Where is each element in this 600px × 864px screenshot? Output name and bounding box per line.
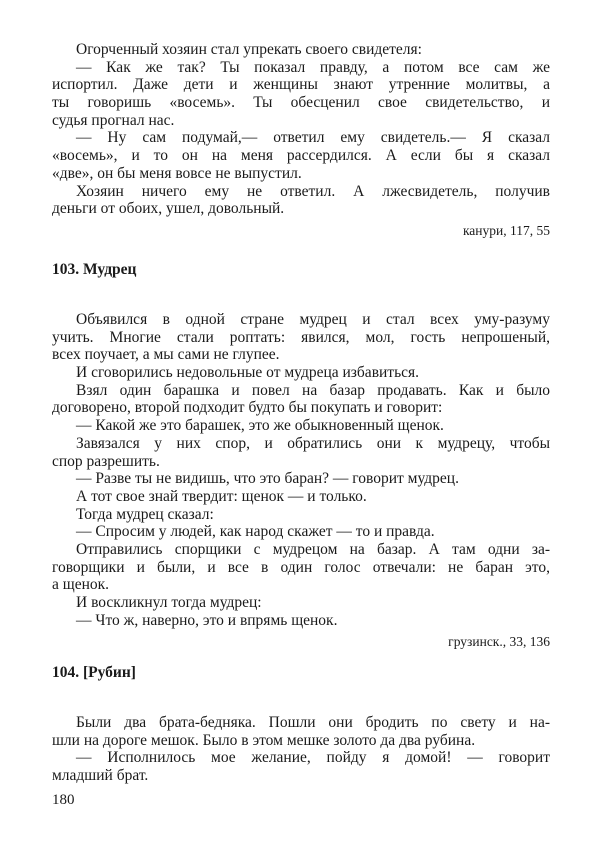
text-line: — Ну сам подумай,— ответил ему свидетель.— Я сказал	[76, 129, 550, 147]
text-line: говорщики и были, и все в один голос отвечали: не баран это,	[52, 558, 550, 576]
text-line: Завязался у них спор, и обратились они к мудрецу, чтобы	[76, 434, 550, 452]
text-line: судья прогнал нас.	[52, 111, 175, 129]
text-line: И воскликнул тогда мудрец:	[76, 594, 262, 611]
story-103	[52, 261, 550, 651]
paragraph	[52, 129, 550, 182]
text-line: Объявился в одной стране мудрец и стал всех уму-разуму	[76, 311, 550, 328]
story-104	[52, 664, 550, 785]
paragraph	[52, 183, 550, 218]
paragraph	[52, 417, 550, 435]
text-line: — Исполнилось мое желание, пойду я домой! — говорит	[76, 749, 550, 767]
text-line: деньги от обоих, ушел, довольный.	[52, 200, 285, 218]
story-heading: 104. [Рубин]	[52, 664, 136, 681]
page-number: 180	[52, 792, 75, 808]
text-line: «две», он бы меня вовсе не выпустил.	[52, 164, 302, 182]
text-line: Хозяин ничего ему не ответил. А лжесвидетель, получив	[76, 182, 550, 200]
text-line: — Что ж, наверно, это и впрямь щенок.	[76, 611, 338, 629]
paragraph	[52, 382, 550, 417]
paragraph	[52, 541, 550, 594]
text-line: учить. Многие стали роптать: явился, мол, гость непрошеный,	[52, 328, 550, 346]
text-line: А тот свое знай твердит: щенок — и только.	[76, 487, 367, 505]
paragraph	[52, 594, 550, 612]
text-line: — Как же так? Ты показал правду, а потом все сам же	[76, 58, 550, 76]
text-line: младший брат.	[52, 767, 149, 785]
text-line: Огорченный хозяин стал упрекать своего свидетеля:	[76, 41, 422, 58]
text-line: — Спросим у людей, как народ скажет — то и правда.	[76, 523, 435, 541]
paragraph	[52, 714, 550, 749]
text-line: Взял один барашка и повел на базар продавать. Как и было	[76, 381, 550, 399]
text-line: спор разрешить.	[52, 452, 160, 470]
paragraph	[52, 364, 550, 382]
story-heading: 103. Мудрец	[52, 261, 137, 278]
text-line: Тогда мудрец сказал:	[76, 505, 214, 523]
source-reference: канури, 117, 55	[462, 222, 550, 238]
paragraph	[52, 488, 550, 506]
text-line: шли на дороге мешок. Было в этом мешке золото да два рубина.	[52, 731, 476, 749]
text-line: — Разве ты не видишь, что это баран? — говорит мудрец.	[76, 470, 459, 488]
paragraph	[52, 470, 550, 488]
text-line: Отправились спорщики с мудрецом на базар. А там одни за-	[76, 540, 550, 558]
text-line: ты говоришь «восемь». Ты обесценил свое свидетельство, и	[52, 94, 550, 112]
text-line: «восемь», и то он на меня рассердился. А если бы я сказал	[52, 147, 550, 165]
paragraph	[52, 41, 550, 59]
paragraph	[52, 506, 550, 524]
text-line: Были два брата-бедняка. Пошли они бродить по свету и на-	[76, 714, 550, 731]
paragraph	[52, 749, 550, 784]
text-line: — Какой же это барашек, это же обыкновенный щенок.	[76, 417, 444, 435]
paragraph	[52, 435, 550, 470]
text-line: договорено, второй подходит будто бы покупать и говорит:	[52, 399, 443, 417]
paragraph	[52, 59, 550, 130]
text-line: испортил. Даже дети и женщины знают утренние молитвы, а	[52, 76, 550, 94]
text-line: И сговорились недовольные от мудреца избавиться.	[76, 364, 420, 382]
text-line: всех поучает, а мы сами не глупее.	[52, 346, 280, 364]
paragraph	[52, 612, 550, 630]
text-line: а щенок.	[52, 576, 110, 594]
story-continuation	[52, 41, 550, 240]
paragraph	[52, 311, 550, 364]
source-reference: грузинск., 33, 136	[448, 634, 550, 650]
paragraph	[52, 523, 550, 541]
